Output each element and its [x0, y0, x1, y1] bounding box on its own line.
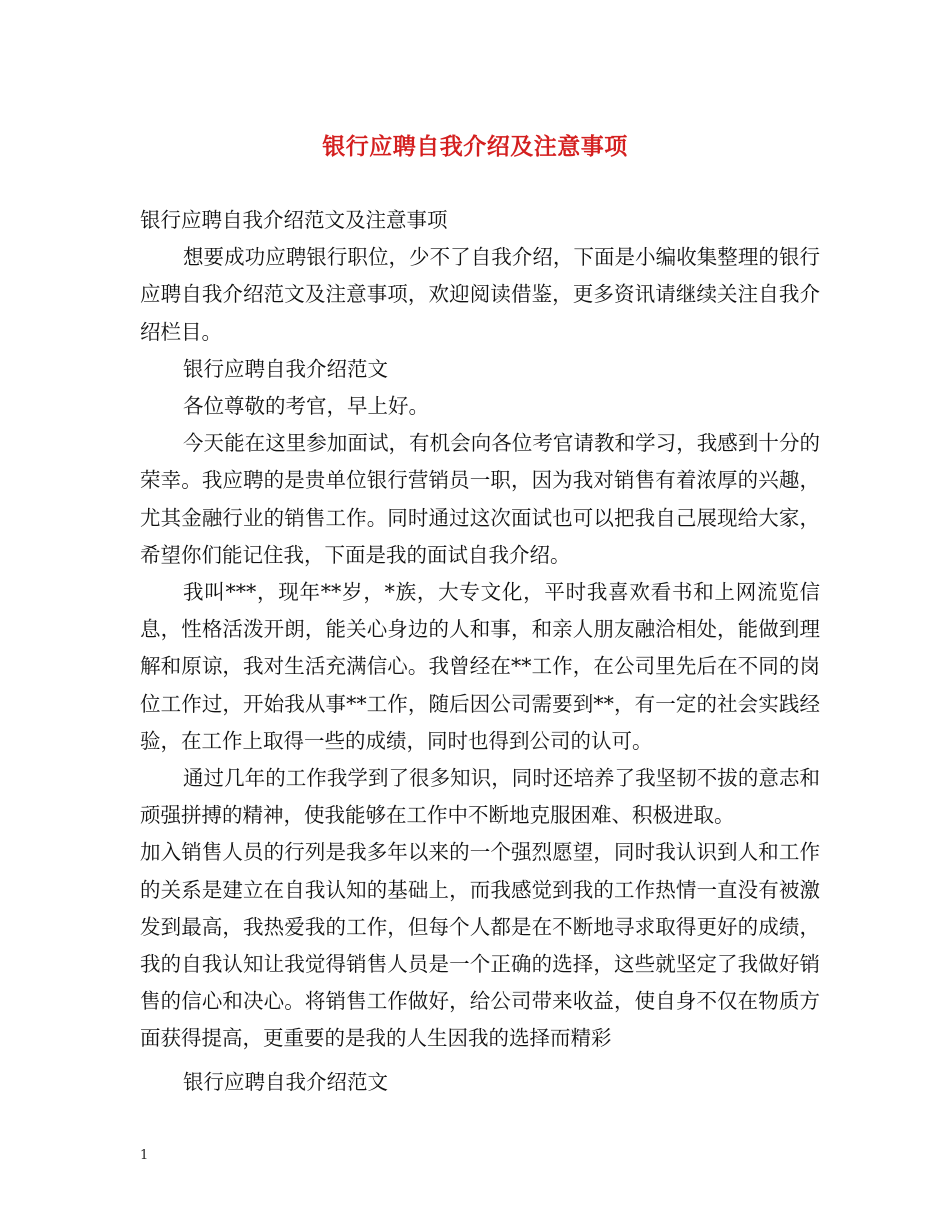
page-number: 1	[140, 1148, 149, 1163]
section-heading: 银行应聘自我介绍范文	[183, 1069, 388, 1094]
greeting-paragraph: 各位尊敬的考官，早上好。	[183, 394, 429, 419]
body-paragraph: 今天能在这里参加面试，有机会向各位考官请教和学习，我感到十分的荣幸。我应聘的是贵单位银行营销员一职，因为我对销售有着浓厚的兴趣，尤其金融行业的销售工作。同时通过这次面试也可以把我自己展现给大家，希望你们能记住我，下面是我的面试自我介绍。	[140, 431, 820, 567]
body-paragraph: 我叫***，现年**岁，*族，大专文化，平时我喜欢看书和上网流览信息，性格活泼开朗，能关心身边的人和事，和亲人朋友融洽相处，能做到理解和原谅，我对生活充满信心。我曾经在**工作，在公司里先后在不同的岗位工作过，开始我从事**工作，随后因公司需要到**，有一定的社会实践经验，在工作上取得一些的成绩，同时也得到公司的认可。	[140, 580, 820, 753]
document-body	[140, 202, 820, 1101]
subtitle-paragraph: 银行应聘自我介绍范文及注意事项	[140, 208, 448, 232]
intro-paragraph: 想要成功应聘银行职位，少不了自我介绍，下面是小编收集整理的银行应聘自我介绍范文及注意事项，欢迎阅读借鉴，更多资讯请继续关注自我介绍栏目。	[140, 245, 820, 344]
body-paragraph: 通过几年的工作我学到了很多知识，同时还培养了我坚韧不拔的意志和顽强拼搏的精神，使我能够在工作中不断地克服困难、积极进取。	[140, 766, 820, 828]
body-paragraph: 加入销售人员的行列是我多年以来的一个强烈愿望，同时我认识到人和工作的关系是建立在自我认知的基础上，而我感觉到我的工作热情一直没有被激发到最高，我热爱我的工作，但每个人都是在不断地寻求取得更好的成绩，我的自我认知让我觉得销售人员是一个正确的选择，这些就坚定了我做好销售的信心和决心。将销售工作做好，给公司带来收益，使自身不仅在物质方面获得提高，更重要的是我的人生因我的选择而精彩	[140, 840, 820, 1051]
section-heading: 银行应聘自我介绍范文	[183, 356, 388, 381]
document-title: 银行应聘自我介绍及注意事项	[322, 133, 628, 160]
